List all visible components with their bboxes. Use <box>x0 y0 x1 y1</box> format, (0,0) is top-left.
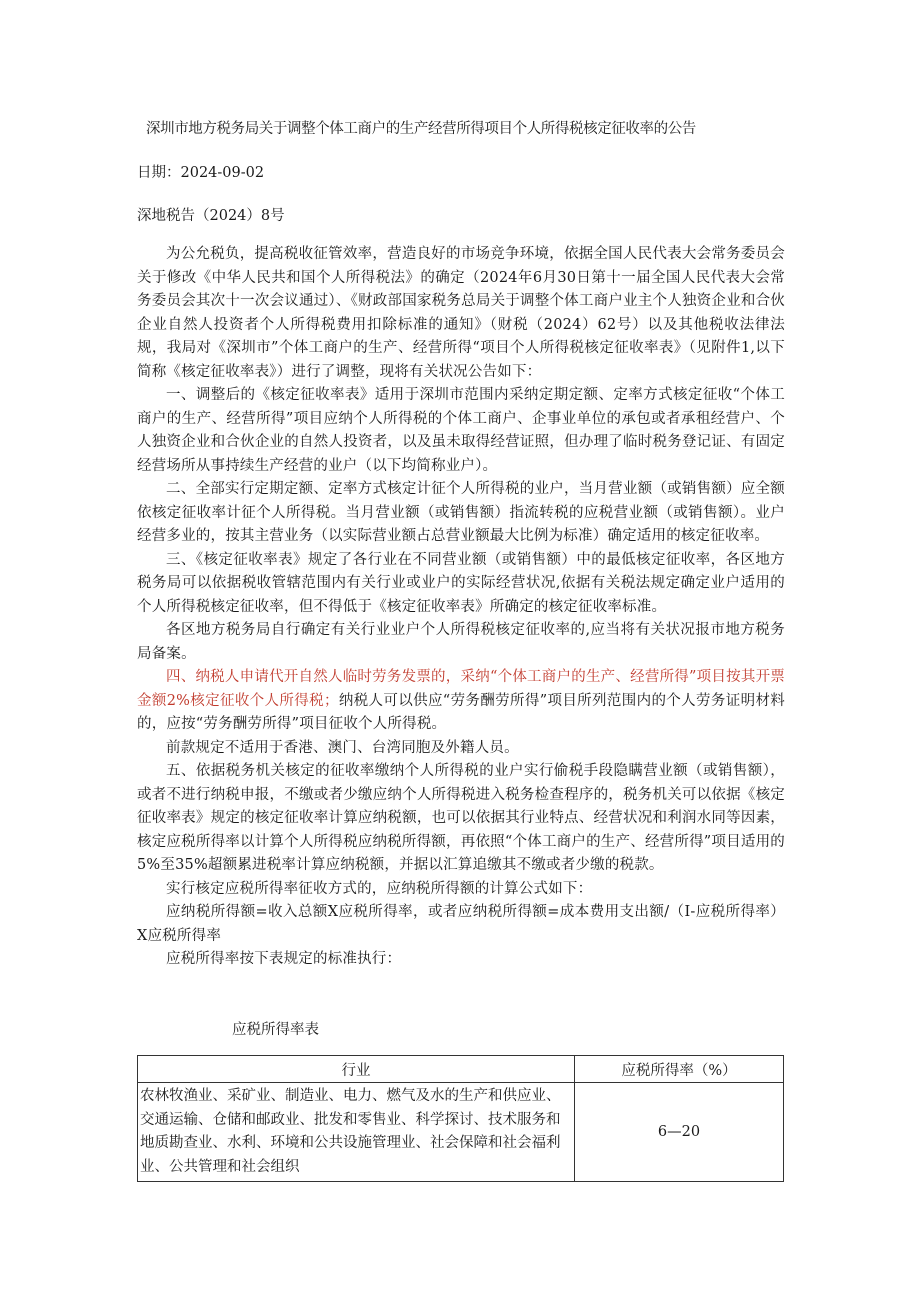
intro-paragraph: 为公允税负，提高税收征管效率，营造良好的市场竞争环境，依据全国人民代表大会常务委员会关于修改《中华人民共和国个人所得税法》的确定（2024年6月30日第十一届全国人民代表大会常务委员会其次十一次会议通过）、《财政部国家税务总局关于调整个体工商户业主个人独资企业和合伙企业自然人投资者个人所得税费用扣除标准的通知》（财税（2024）62号）以及其他税收法律法规，我局对《深圳市”个体工商户的生产、经营所得“项目个人所得税核定征收率表》（见附件1,以下简称《核定征收率表》）进行了调整，现将有关状况公告如下： <box>137 246 785 380</box>
document-title: 深圳市地方税务局关于调整个体工商户的生产经营所得项目个人所得税核定征收率的公告 <box>146 121 696 137</box>
clause-4 <box>137 666 785 737</box>
clause-5: 五、依据税务机关核定的征收率缴纳个人所得税的业户实行偷税手段隐瞒营业额（或销售额），或者不进行纳税申报，不缴或者少缴应纳个人所得税进入税务检查程序的，税务机关可以依据《核定征收率表》规定的核定征收率计算应纳税额，也可以依据其行业特点、经营状况和利润水同等因素，核定应税所得率以计算个人所得税应纳税所得额，再依照“个体工商户的生产、经营所得”项目适用的5%至35%超额累进税率计算应纳税额，并据以汇算追缴其不缴或者少缴的税款。 <box>137 763 785 873</box>
formula: 应纳税所得额=收入总额X应税所得率，或者应纳税所得额=成本费用支出额/（I-应税所得率）X应税所得率 <box>137 904 785 944</box>
document-number: 深地税告（2024）8号 <box>137 208 285 224</box>
clause-4-rest: 纳税人可以供应“劳务酬劳所得”项目所列范围内的个人劳务证明材料的，应按“劳务酬劳所得”项目征收个人所得税。 <box>137 692 785 732</box>
table-caption: 应税所得率表 <box>232 1022 319 1038</box>
clause-3-note: 各区地方税务局自行确定有关行业业户个人所得税核定征收率的,应当将有关状况报市地方税务局备案。 <box>137 622 785 662</box>
industry-cell: 农林牧渔业、采矿业、制造业、电力、燃气及水的生产和供应业、交通运输、仓储和邮政业、批发和零售业、科学探讨、技术服务和地质勘查业、水利、环境和公共设施管理业、社会保障和社会福利业、公共管理和社会组织 <box>138 1083 575 1182</box>
table-intro: 应税所得率按下表规定的标准执行： <box>166 951 402 967</box>
publish-date: 日期：2024-09-02 <box>137 165 265 181</box>
clause-2: 二、全部实行定期定额、定率方式核定计征个人所得税的业户，当月营业额（或销售额）应全额依核定征收率计征个人所得税。当月营业额（或销售额）指流转税的应税营业额（或销售额）。业户经营多业的，按其主营业务（以实际营业额占总营业额最大比例为标准）确定适用的核定征收率。 <box>137 481 785 544</box>
clause-1: 一、调整后的《核定征收率表》适用于深圳市范围内采纳定期定额、定率方式核定征收“个体工商户的生产、经营所得”项目应纳个人所得税的个体工商户、企事业单位的承包或者承租经营户、个人独资企业和合伙企业的自然人投资者，以及虽未取得经营证照，但办理了临时税务登记证、有固定经营场所从事持续生产经营的业户（以下均简称业户）。 <box>137 387 785 474</box>
table-header-row <box>138 1056 784 1083</box>
rate-table <box>137 1055 784 1182</box>
rate-cell: 6—20 <box>575 1083 784 1182</box>
formula-intro: 实行核定应税所得率征收方式的，应纳税所得额的计算公式如下： <box>166 880 593 897</box>
clause-3: 三、《核定征收率表》规定了各行业在不同营业额（或销售额）中的最低核定征收率，各区地方税务局可以依据税收管辖范围内有关行业或业户的实际经营状况,依据有关税法规定确定业户适用的个人所得税核定征收率，但不得低于《核定征收率表》所确定的核定征收率标准。 <box>137 551 785 615</box>
document-body <box>137 243 785 972</box>
header-rate: 应税所得率（%） <box>575 1056 784 1083</box>
clause-4-note: 前款规定不适用于香港、澳门、台湾同胞及外籍人员。 <box>166 739 519 756</box>
clause-4-highlight: 四、纳税人申请代开自然人临时劳务发票的，采纳“个体工商户的生产、经营所得”项目按其开票金额2%核定征收个人所得税； <box>137 669 785 709</box>
table-row <box>138 1083 784 1182</box>
header-industry: 行业 <box>138 1056 575 1083</box>
